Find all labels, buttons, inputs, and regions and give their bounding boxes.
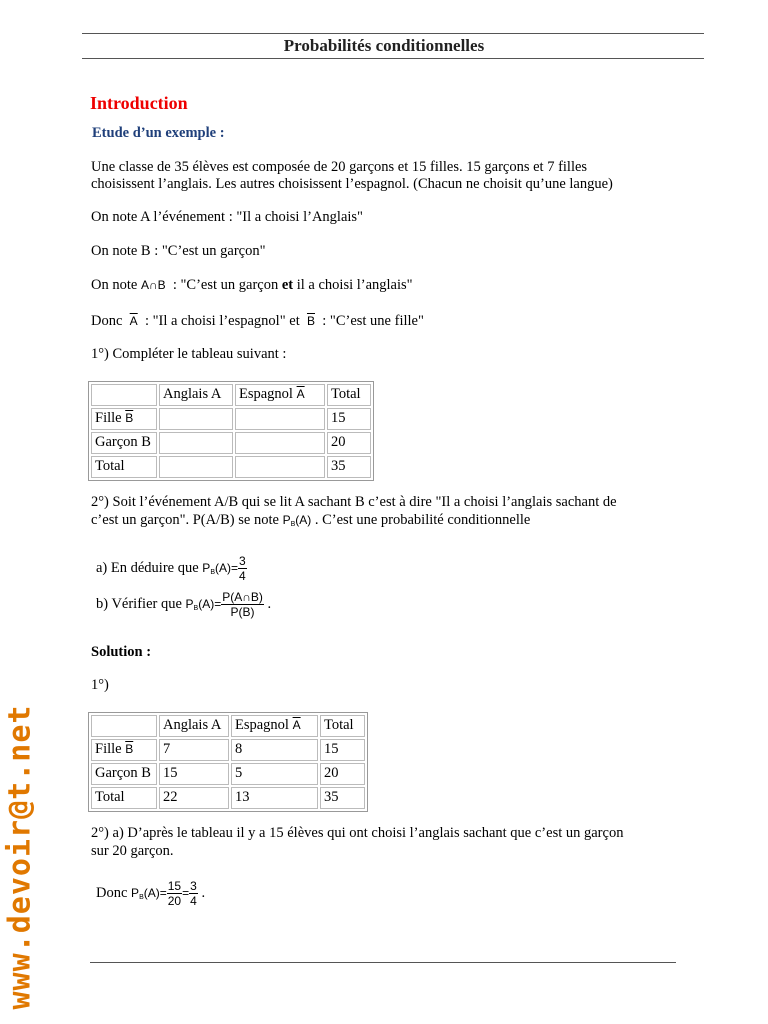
conditional-notation: $P_B(A)$ [282, 513, 312, 528]
empty-table [88, 381, 374, 481]
header-espagnol: Espagnol $\overline{A}$ [235, 384, 325, 406]
table-cell: 5 [231, 763, 318, 785]
table-cell: 22 [159, 787, 229, 809]
donc-line: Donc $\overline{A}$ : "Il a choisi l’espagnol" et $\overline{B}$ : "C’est une fille" [91, 313, 424, 329]
header-anglais: Anglais A [159, 384, 233, 406]
table-cell: 35 [320, 787, 365, 809]
table-cell: 35 [327, 456, 371, 478]
question-2-line-2: c’est un garçon". P(A/B) se note $P_B(A)$ . C’est une probabilité conditionnelle [91, 512, 531, 528]
solution-heading: Solution : [91, 644, 152, 660]
question-2b: b) Vérifier que $P_B(A)=$ $\frac{P(A\cap B)}{P(B)}$ . [96, 590, 272, 620]
fraction-three-quarters: $\frac{3}{4}$ [239, 554, 246, 584]
header-espagnol: Espagnol $\overline{A}$ [231, 715, 318, 737]
solution-2-line-1: 2°) a) D’après le tableau il y a 15 élèves qui ont choisi l’anglais sachant que c’est un garçon [91, 825, 624, 841]
table-cell [235, 432, 325, 454]
table-cell: 15 [327, 408, 371, 430]
page-title: Probabilités conditionnelles [283, 36, 485, 55]
fraction-pab-over-pb: $\frac{P(A\cap B)}{P(B)}$ [222, 590, 263, 620]
row-label-total: Total [91, 787, 157, 809]
row-label-total: Total [91, 456, 157, 478]
header-anglais: Anglais A [159, 715, 229, 737]
table-cell [159, 456, 233, 478]
fraction-15-over-20: $\frac{15}{20}$ [167, 879, 182, 909]
row-label-garcon: Garçon B [91, 763, 157, 785]
table-cell [159, 432, 233, 454]
table-cell: 15 [320, 739, 365, 761]
table-cell [159, 408, 233, 430]
a-complement: $\overline{A}$ [129, 314, 138, 328]
table-cell: 7 [159, 739, 229, 761]
b-complement: $\overline{B}$ [306, 314, 315, 328]
section-heading: Introduction [90, 93, 188, 113]
row-label-garcon: Garçon B [91, 432, 157, 454]
table-cell: 8 [231, 739, 318, 761]
problem-line-1: Une classe de 35 élèves est composée de 20 garçons et 15 filles. 15 garçons et 7 filles [91, 159, 588, 175]
note-b: On note B : "C’est un garçon" [91, 243, 266, 259]
row-label-fille: Fille $\overline{B}$ [91, 408, 157, 430]
problem-line-2: choisissent l’anglais. Les autres choisissent l’espagnol. (Chacun ne choisit qu’une langue) [91, 176, 613, 192]
top-rule [82, 33, 704, 34]
filled-table [88, 712, 368, 812]
question-1: 1°) Compléter le tableau suivant : [91, 346, 287, 362]
bottom-rule [90, 962, 676, 963]
title-rule [82, 58, 704, 59]
site-watermark: www.devoir@t.net [2, 704, 38, 1010]
solution-2-conclusion: Donc $P_B(A)=$ $\frac{15}{20}$ = $\frac{3}{4}$ . [96, 879, 206, 909]
question-2a: a) En déduire que $P_B(A)=$ $\frac{3}{4}$ [96, 554, 246, 584]
fraction-three-quarters: $\frac{3}{4}$ [190, 879, 197, 909]
solution-2-line-2: sur 20 garçon. [91, 843, 174, 859]
header-total: Total [320, 715, 365, 737]
table-cell: 13 [231, 787, 318, 809]
solution-1: 1°) [91, 677, 109, 693]
table-cell: 15 [159, 763, 229, 785]
table-cell: 20 [320, 763, 365, 785]
table-cell [235, 456, 325, 478]
question-2-line-1: 2°) Soit l’événement A/B qui se lit A sachant B c’est à dire "Il a choisi l’anglais sachant de [91, 494, 617, 510]
table-cell [235, 408, 325, 430]
intersection-expression: A∩B [140, 278, 166, 292]
subsection-heading: Etude d’un exemple : [92, 125, 225, 141]
table-cell: 20 [327, 432, 371, 454]
row-label-fille: Fille $\overline{B}$ [91, 739, 157, 761]
note-a-inter-b: On note A∩B : "C’est un garçon et il a choisi l’anglais" [91, 277, 413, 293]
header-total: Total [327, 384, 371, 406]
note-a: On note A l’événement : "Il a choisi l’Anglais" [91, 209, 363, 225]
